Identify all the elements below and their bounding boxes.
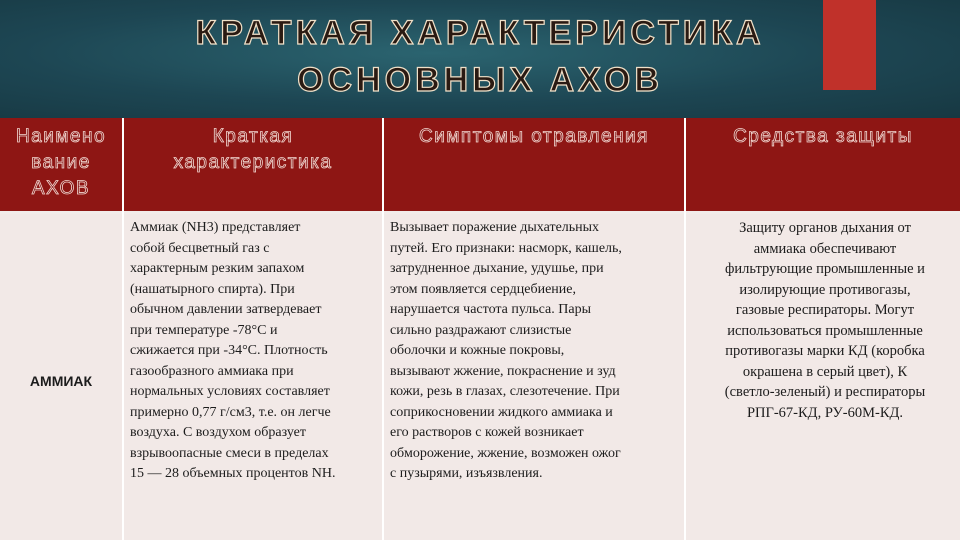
header-symptoms: Симптомы отравления: [419, 126, 649, 147]
slide-header: [0, 0, 960, 118]
table-row: [0, 214, 960, 540]
column-divider: [122, 118, 124, 540]
cell-protection: Защиту органов дыхания от аммиака обеспечивают фильтрующие промышленные и изолирующие противогазы, газовые респираторы. Могут использоваться промышленные противогазы марки КД (коробка окрашена в серый цвет), К (светло-зеленый) и респираторы РПГ-67-КД, РУ-60М-КД.: [724, 220, 926, 421]
ahov-table: [0, 118, 960, 540]
slide-title: [90, 10, 870, 104]
title-line-1: КРАТКАЯ ХАРАКТЕРИСТИКА: [195, 14, 765, 52]
header-protection: Средства защиты: [733, 126, 913, 147]
column-divider: [684, 118, 686, 540]
title-line-2: ОСНОВНЫХ АХОВ: [297, 61, 663, 99]
column-divider: [382, 118, 384, 540]
cell-substance-name: АММИАК: [29, 373, 93, 389]
header-characteristic: Краткая характеристика: [173, 126, 333, 173]
header-name: Наимено вание АХОВ: [15, 126, 107, 199]
table-header-row: [0, 118, 960, 214]
cell-characteristic: Аммиак (NH3) представляет собой бесцветный газ с характерным резким запахом (нашатырного спирта). При обычном давлении затвердевает при температуре -78°С и сжижается при -34°С. Плотность газообразного аммиака при нормальных условиях составляет примерно 0,77 г/см3, т.е. он легче воздуха. С воздухом образует взрывоопасные смеси в пределах 15 — 28 объемных процентов NH.: [130, 220, 336, 481]
cell-symptoms: Вызывает поражение дыхательных путей. Его признаки: насморк, кашель, затрудненное дыхание, удушье, при этом появляется сердцебиение, нарушается частота пульса. Пары сильно раздражают слизистые оболочки и кожные покровы, вызывают жжение, покраснение и зуд кожи, резь в глазах, слезотечение. При соприкосновении жидкого аммиака и его растворов с кожей возникает обморожение, жжение, возможен ожог с пузырями, изъязвления.: [390, 220, 622, 481]
